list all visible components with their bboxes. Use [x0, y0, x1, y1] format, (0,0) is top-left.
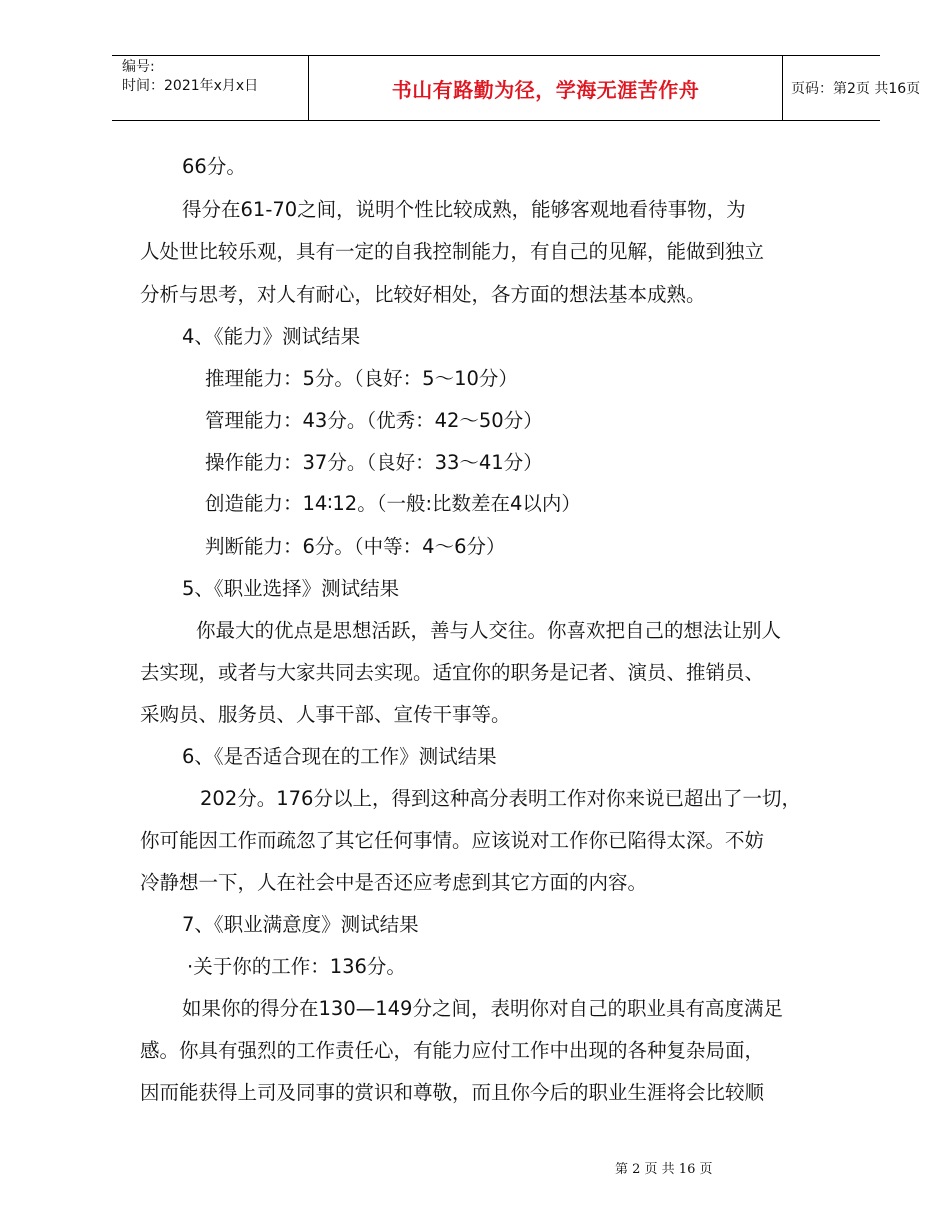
text-line: 你可能因工作而疏忽了其它任何事情。应该说对工作你已陷得太深。不妨	[140, 829, 765, 852]
text-line: 因而能获得上司及同事的赏识和尊敬，而且你今后的职业生涯将会比较顺	[140, 1081, 765, 1104]
text-line: 66分。	[182, 155, 246, 178]
text-line: 如果你的得分在130—149分之间，表明你对自己的职业具有高度满足	[182, 997, 783, 1020]
section-heading: 6、《是否适合现在的工作》测试结果	[182, 745, 497, 768]
text-line: 你最大的优点是思想活跃，善与人交往。你喜欢把自己的想法让别人	[196, 619, 782, 642]
section-heading: 7、《职业满意度》测试结果	[182, 913, 419, 936]
header-motto-cell	[308, 56, 783, 120]
text-line: 去实现，或者与大家共同去实现。适宜你的职务是记者、演员、推销员、	[140, 661, 765, 684]
page-footer: 第 2 页 共 16 页	[615, 1162, 713, 1177]
text-line: 冷静想一下，人在社会中是否还应考虑到其它方面的内容。	[140, 871, 648, 894]
text-line: 得分在61-70之间，说明个性比较成熟，能够客观地看待事物，为	[182, 198, 746, 221]
header-motto: 书山有路勤为径，学海无涯苦作舟	[391, 77, 700, 102]
bullet-line: ·关于你的工作：136分。	[187, 955, 406, 978]
header-page-info: 页码：第2页 共16页	[791, 81, 921, 97]
page-header	[112, 55, 921, 121]
text-line: 分析与思考，对人有耐心，比较好相处，各方面的想法基本成熟。	[140, 283, 706, 306]
header-meta-cell	[112, 56, 308, 120]
header-page-cell	[783, 56, 921, 120]
section-heading: 5、《职业选择》测试结果	[182, 577, 400, 600]
score-line: 推理能力：5分。（良好：5～10分）	[205, 367, 518, 390]
text-line: 采购员、服务员、人事干部、宣传干事等。	[140, 703, 511, 726]
text-line: 感。你具有强烈的工作责任心，有能力应付工作中出现的各种复杂局面，	[140, 1039, 765, 1062]
serial-number-label: 编号:	[122, 59, 155, 75]
score-line: 创造能力：14∶12。（一般:比数差在4以内）	[205, 492, 581, 515]
text-line: 202分。176分以上，得到这种高分表明工作对你来说已超出了一切，	[200, 787, 801, 810]
time-label: 时间：2021年x月x日	[122, 78, 259, 94]
text-line: 人处世比较乐观，具有一定的自我控制能力，有自己的见解，能做到独立	[140, 240, 765, 263]
score-line: 判断能力：6分。（中等：4～6分）	[205, 535, 506, 558]
score-line: 管理能力：43分。（优秀：42～50分）	[205, 409, 543, 432]
section-heading: 4、《能力》测试结果	[182, 325, 361, 348]
score-line: 操作能力：37分。（良好：33～41分）	[205, 451, 543, 474]
